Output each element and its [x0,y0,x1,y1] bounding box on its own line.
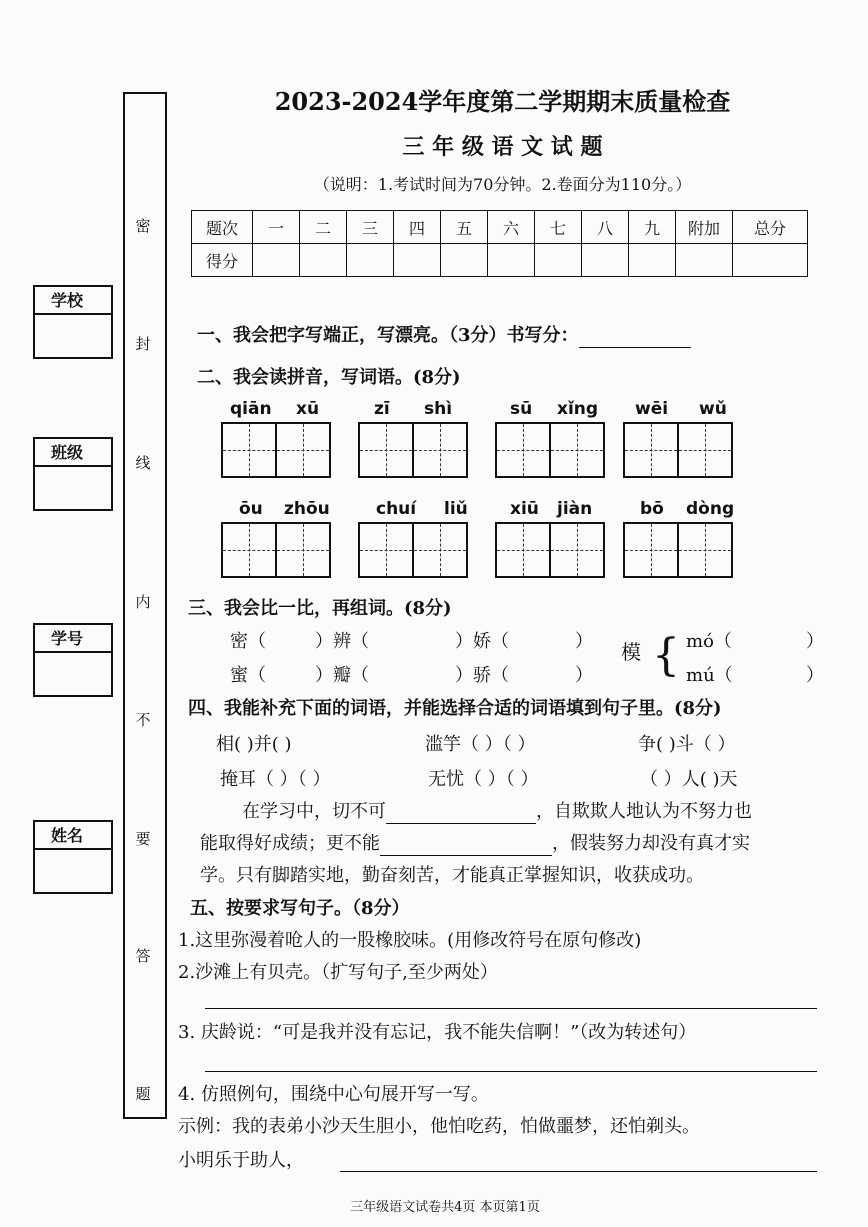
name-field[interactable] [35,850,111,892]
pinyin: xǐng [557,399,599,419]
writing-grid[interactable] [358,522,468,578]
school-box [33,285,113,359]
score-cell[interactable] [347,244,394,277]
pinyin: qiān [230,399,272,419]
polyphone-close: ） [806,665,824,686]
answer-line[interactable] [340,1171,817,1172]
compare-item: 密（ [230,631,266,652]
exam-title: 2023-2024学年度第二学期期末质量检查 [274,87,731,116]
student-no-field[interactable] [35,653,111,695]
score-col: 五 [441,211,488,244]
pinyin: ōu [239,499,263,519]
idiom-blank[interactable]: 掩耳（ ）（ ） [220,769,331,790]
task-1: 1.这里弥漫着呛人的一股橡胶味。(用修改符号在原句修改) [178,930,642,951]
exam-subtitle: 三 年 级 语 文 试 题 [402,134,603,160]
score-cell[interactable] [488,244,535,277]
school-label: 学校 [35,287,111,315]
writing-grid[interactable] [623,422,733,478]
task-4-prompt: 小明乐于助人， [178,1150,304,1171]
pinyin: liǔ [444,499,468,519]
score-cell[interactable] [394,244,441,277]
page-footer: 三年级语文试卷共4页 本页第1页 [350,1200,540,1215]
student-no-label: 学号 [35,625,111,653]
seal-char: 封 [135,335,151,353]
seal-char: 答 [135,947,151,965]
pinyin: wǔ [699,399,727,419]
answer-line[interactable] [205,1071,817,1072]
writing-grid[interactable] [495,422,605,478]
score-col: 八 [582,211,629,244]
class-label: 班级 [35,439,111,467]
school-field[interactable] [35,315,111,357]
student-no-box [33,623,113,697]
pinyin: wēi [635,399,669,419]
compare-item: 蜜（ [230,665,266,686]
score-cell[interactable] [733,244,808,277]
score-col: 九 [629,211,676,244]
pinyin: shì [424,399,453,419]
pinyin: sū [510,399,533,419]
sentence-blank[interactable] [386,823,536,824]
score-col: 七 [535,211,582,244]
score-col: 三 [347,211,394,244]
fill-paragraph-line [200,832,750,856]
seal-char: 线 [135,454,151,472]
seal-char: 密 [135,217,151,235]
question-1 [197,324,691,348]
fill-paragraph-line [242,800,752,824]
score-col: 二 [300,211,347,244]
sentence-blank[interactable] [380,855,552,856]
score-cell[interactable] [629,244,676,277]
polyphone-close: ） [806,631,824,652]
compare-item: ）辨（ [315,631,369,652]
task-3: 3. 庆龄说：“可是我并没有忘记，我不能失信啊！”（改为转述句） [178,1022,697,1043]
score-value-row [192,244,808,277]
score-header-row [192,211,808,244]
score-table [191,210,808,277]
seal-char: 内 [135,593,151,611]
answer-line[interactable] [205,1008,817,1009]
handwriting-score-blank[interactable] [579,347,691,348]
polyphone-reading: mó（ [686,631,732,652]
writing-grid[interactable] [221,522,331,578]
idiom-blank[interactable]: （ ）人( )天 [640,769,738,790]
class-field[interactable] [35,467,111,509]
score-col: 四 [394,211,441,244]
score-col: 一 [253,211,300,244]
pinyin: chuí [376,499,417,519]
idiom-blank[interactable]: 无忧（ ）（ ） [428,769,539,790]
name-label: 姓名 [35,822,111,850]
task-4: 4. 仿照例句，围绕中心句展开写一写。 [178,1084,489,1105]
exam-note: （说明：1.考试时间为70分钟。2.卷面分为110分。） [313,175,692,194]
score-row-label: 题次 [192,211,253,244]
writing-grid[interactable] [495,522,605,578]
pinyin: bō [640,499,664,519]
task-2: 2.沙滩上有贝壳。（扩写句子,至少两处） [178,962,498,983]
compare-item: ）骄（ [455,665,509,686]
paragraph-text: 能取得好成绩；更不能 [200,833,380,854]
paragraph-text: ，假装努力却没有真才实 [552,833,750,854]
name-box [33,820,113,894]
score-cell[interactable] [441,244,488,277]
score-cell[interactable] [582,244,629,277]
compare-item: ） [575,631,593,652]
question-1-text: 一、我会把字写端正，写漂亮。（3分）书写分： [197,325,579,346]
compare-item: ）娇（ [455,631,509,652]
writing-grid[interactable] [623,522,733,578]
example-sentence: 示例：我的表弟小沙天生胆小，他怕吃药，怕做噩梦，还怕剃头。 [178,1116,700,1137]
seal-char: 要 [135,830,151,848]
writing-grid[interactable] [358,422,468,478]
compare-item: ）瓣（ [315,665,369,686]
score-cell[interactable] [676,244,733,277]
question-3-text: 三、我会比一比，再组词。(8分) [188,598,452,619]
pinyin: jiàn [557,499,593,519]
paragraph-text: ，自欺欺人地认为不努力也 [536,801,752,822]
paragraph-text: 在学习中，切不可 [242,801,386,822]
compare-item: ） [575,665,593,686]
idiom-blank[interactable]: 相( )并( ) [216,734,292,755]
idiom-blank[interactable]: 滥竽（ ）（ ） [425,734,536,755]
score-cell[interactable] [535,244,582,277]
seal-char: 题 [135,1085,151,1103]
score-cell[interactable] [253,244,300,277]
writing-grid[interactable] [221,422,331,478]
idiom-blank[interactable]: 争( )斗（ ） [638,734,736,755]
question-5-text: 五、按要求写句子。（8分） [190,898,410,919]
pinyin: xiū [510,499,539,519]
question-2-text: 二、我会读拼音，写词语。(8分) [197,367,461,388]
pinyin: xū [296,399,320,419]
score-col: 总分 [733,211,808,244]
paragraph-text: 学。只有脚踏实地，勤奋刻苦，才能真正掌握知识，收获成功。 [200,865,704,886]
score-cell[interactable] [300,244,347,277]
pinyin: dòng [686,499,735,519]
class-box [33,437,113,511]
score-col: 六 [488,211,535,244]
brace-icon: { [652,630,680,681]
pinyin: zī [374,399,390,419]
pinyin: zhōu [284,499,330,519]
score-col: 附加 [676,211,733,244]
polyphone-reading: mú（ [686,665,733,686]
question-4-text: 四、我能补充下面的词语，并能选择合适的词语填到句子里。(8分) [188,698,722,719]
seal-char: 不 [135,711,151,729]
score-row-label: 得分 [192,244,253,277]
polyphone-char: 模 [621,640,641,664]
